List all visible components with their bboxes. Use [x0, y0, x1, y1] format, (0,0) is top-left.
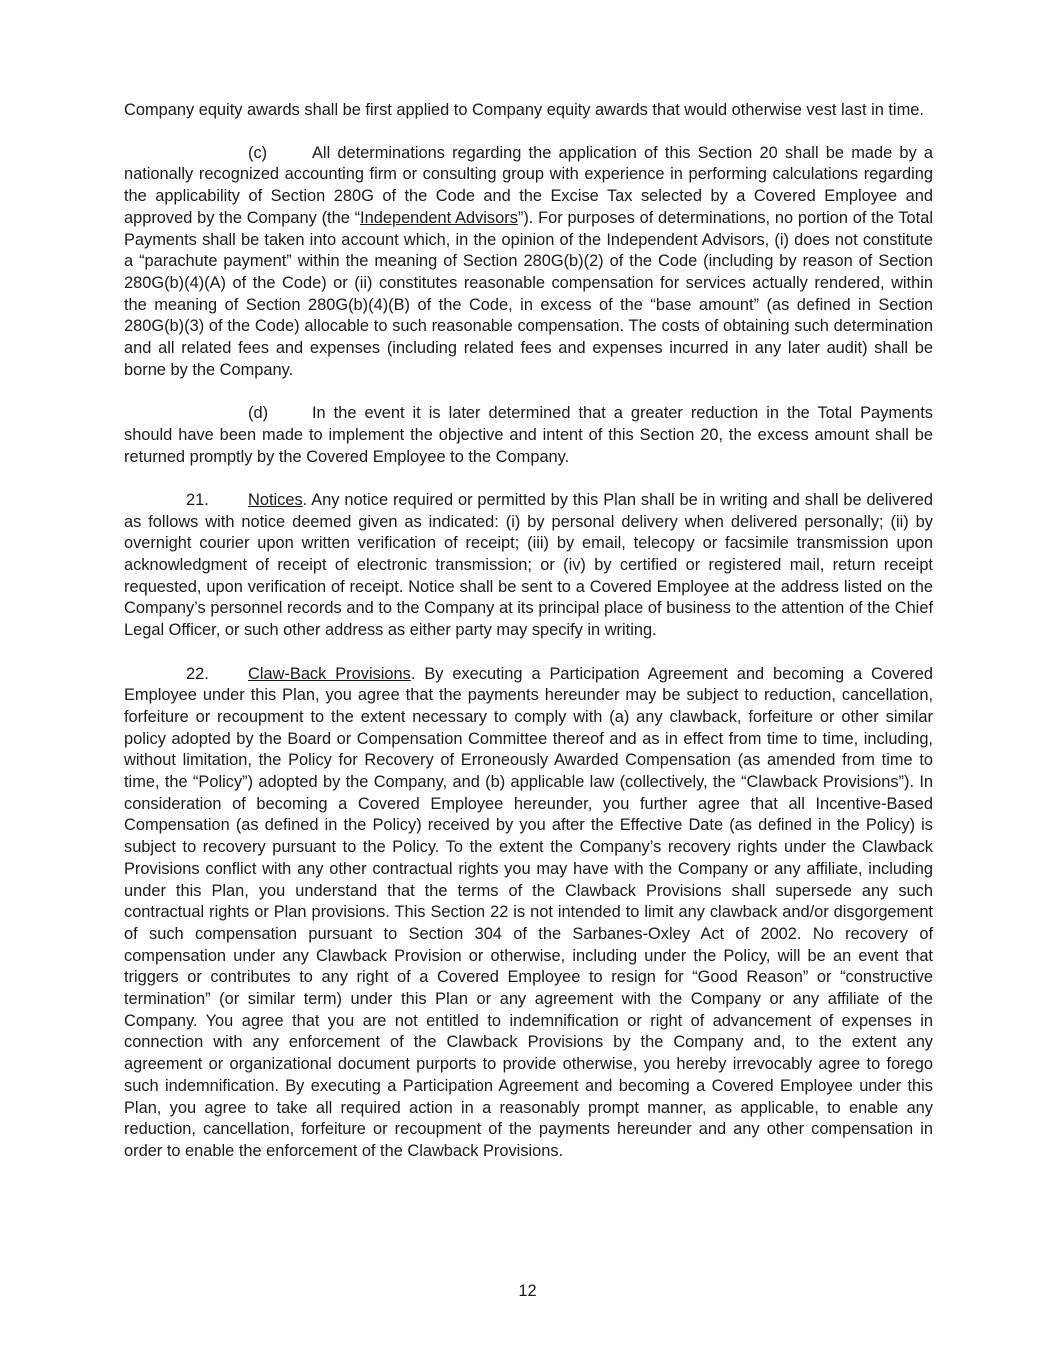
section-21-text: . Any notice required or permitted by this Plan shall be in writing and shall be delivered as follows with notice deemed given as indicated: (i) by personal delivery when delivered personally; (ii) by overnight courier upon written verification of receipt; (iii) by email, telecopy or facsimile transmission upon acknowledgment of receipt of electronic transmission; or (iv) by certified or registered mail, return receipt requested, upon verification of receipt. Notice shall be sent to a Covered Employee at the address listed on the Company’s personnel records and to the Company at its principal place of business to the attention of the Chief Legal Officer, or such other address as either party may specify in writing.	[124, 490, 933, 640]
defined-term-independent-advisors: Independent Advisors	[360, 208, 518, 227]
section-22-claw-back	[124, 664, 933, 1163]
section-heading-claw-back: Claw-Back Provisions	[248, 664, 411, 683]
section-21-notices	[124, 490, 933, 642]
paragraph-20c	[124, 143, 933, 382]
paragraph-intro: Company equity awards shall be first applied to Company equity awards that would otherwise vest last in time.	[124, 101, 924, 119]
document-page	[124, 100, 933, 1184]
page-number: 12	[518, 1282, 537, 1300]
paragraph-20d	[124, 403, 933, 468]
section-number-22: 22.	[186, 664, 209, 683]
clause-c-text-2: ”). For purposes of determinations, no portion of the Total Payments shall be taken into account which, in the opinion of the Independent Advisors, (i) does not constitute a “parachute payment” within the meaning of Section 280G(b)(2) of the Code (including by reason of Section 280G(b)(4)(A) of the Code) or (ii) constitutes reasonable compensation for services actually rendered, within the meaning of Section 280G(b)(4)(B) of the Code, in excess of the “base amount” (as defined in Section 280G(b)(3) of the Code) allocable to such reasonable compensation. The costs of obtaining such determination and all related fees and expenses (including related fees and expenses incurred in any later audit) shall be borne by the Company.	[124, 208, 933, 379]
clause-c-text-1: All determinations regarding the application of this Section 20 shall be made by a nationally recognized accounting firm or consulting group with experience in performing calculations regarding the applicability of Section 280G of the Code and the Excise Tax selected by a Covered Employee and approved by the Company (the “	[124, 143, 933, 227]
clause-d-text: In the event it is later determined that a greater reduction in the Total Payments should have been made to implement the objective and intent of this Section 20, the excess amount shall be returned promptly by the Covered Employee to the Company.	[124, 404, 933, 466]
section-heading-notices: Notices	[248, 490, 303, 509]
section-number-21: 21.	[186, 490, 209, 509]
clause-label-d: (d)	[248, 404, 269, 423]
section-22-text: . By executing a Participation Agreement and becoming a Covered Employee under this Plan, you agree that the payments hereunder may be subject to reduction, cancellation, forfeiture or recoupment to the extent necessary to comply with (a) any clawback, forfeiture or other similar policy adopted by the Board or Compensation Committee thereof and as in effect from time to time, including, without limitation, the Policy for Recovery of Erroneously Awarded Compensation (as amended from time to time, the “Policy”) adopted by the Company, and (b) applicable law (collectively, the “Clawback Provisions”). In consideration of becoming a Covered Employee hereunder, you further agree that all Incentive-Based Compensation (as defined in the Policy) received by you after the Effective Date (as defined in the Policy) is subject to recovery pursuant to the Policy. To the extent the Company’s recovery rights under the Clawback Provisions conflict with any other contractual rights you may have with the Company or any affiliate, including under this Plan, you understand that the terms of the Clawback Provisions shall supersede any such contractual rights or Plan provisions. This Section 22 is not intended to limit any clawback and/or disgorgement of such compensation pursuant to Section 304 of the Sarbanes-Oxley Act of 2002. No recovery of compensation under any Clawback Provision or otherwise, including under the Policy, will be an event that triggers or contributes to any right of a Covered Employee to resign for “Good Reason” or “constructive termination” (or similar term) under this Plan or any agreement with the Company or any affiliate of the Company. You agree that you are not entitled to indemnification or right of advancement of expenses in connection with any enforcement of the Clawback Provisions by the Company and, to the extent any agreement or organizational document purports to provide otherwise, you hereby irrevocably agree to forego such indemnification. By executing a Participation Agreement and becoming a Covered Employee under this Plan, you agree to take all required action in a reasonably prompt manner, as applicable, to enable any reduction, cancellation, forfeiture or recoupment of the payments hereunder and any other compensation in order to enable the enforcement of the Clawback Provisions.	[124, 664, 933, 1160]
clause-label-c: (c)	[248, 143, 268, 162]
